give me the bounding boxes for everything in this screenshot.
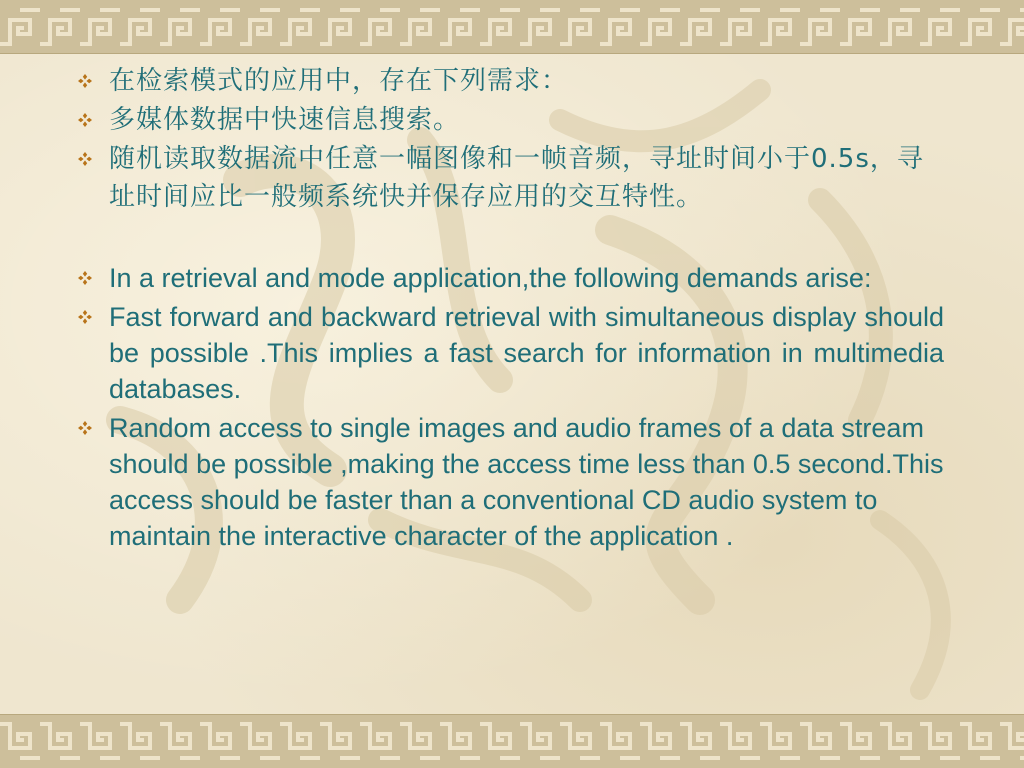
bullet-item-en-3	[72, 410, 944, 554]
diamond-quad-bullet-icon	[78, 113, 92, 127]
diamond-quad-bullet-icon	[78, 74, 92, 88]
top-border-band	[0, 0, 1024, 54]
diamond-quad-bullet-icon	[78, 421, 92, 435]
bullet-text: Fast forward and backward retrieval with simultaneous display should be possible .This implies a fast search for information in multimedia databases.	[109, 302, 944, 404]
diamond-quad-bullet-icon	[78, 310, 92, 324]
bullet-text: Random access to single images and audio frames of a data stream should be possible ,making the access time less than 0.5 second.This access should be faster than a conventional CD audio system to maintain the interactive character of the application .	[109, 413, 944, 551]
bullet-item-en-1	[72, 260, 944, 296]
slide-body	[72, 62, 944, 707]
bullet-item-cn-1	[72, 62, 944, 100]
diamond-quad-bullet-icon	[78, 271, 92, 285]
bullet-item-en-2	[72, 299, 944, 407]
bullet-item-cn-3	[72, 140, 944, 216]
bottom-border-band	[0, 714, 1024, 768]
bullet-text: 在检索模式的应用中，存在下列需求：	[109, 66, 569, 96]
bullet-text: 多媒体数据中快速信息搜索。	[109, 105, 461, 135]
bullet-list	[72, 62, 944, 554]
paragraph-spacer	[72, 217, 944, 258]
bullet-text: 随机读取数据流中任意一幅图像和一帧音频，寻址时间小于0.5s，寻址时间应比一般频系统快并保存应用的交互特性。	[109, 144, 924, 212]
bullet-item-cn-2	[72, 101, 944, 139]
diamond-quad-bullet-icon	[78, 152, 92, 166]
bullet-text: In a retrieval and mode application,the following demands arise:	[109, 263, 872, 293]
